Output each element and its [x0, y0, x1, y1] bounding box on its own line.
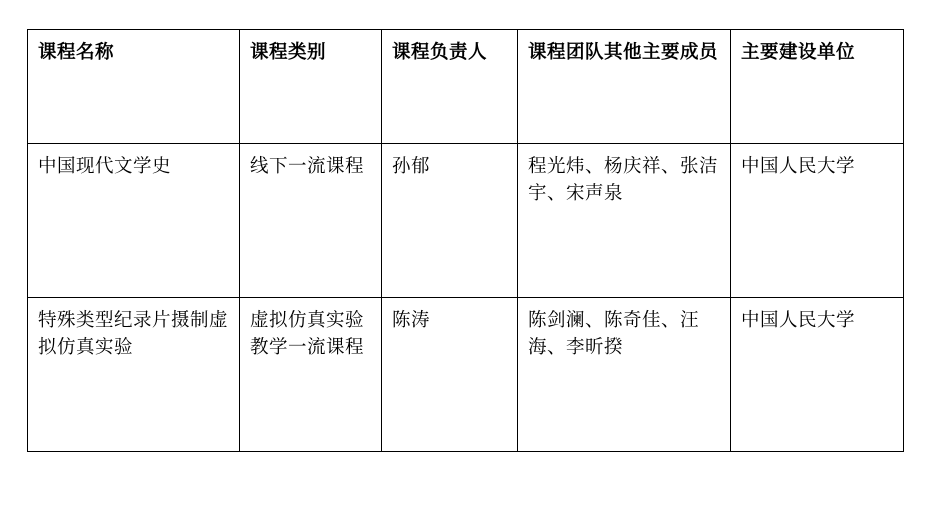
cell-main-unit — [731, 298, 904, 452]
cell-main-unit — [731, 144, 904, 298]
cell-text: 陈剑澜、陈奇佳、汪海、李昕揆 — [528, 309, 700, 357]
course-table — [27, 29, 904, 452]
column-header-text: 课程负责人 — [392, 41, 488, 62]
cell-text: 虚拟仿真实验教学一流课程 — [250, 309, 365, 357]
column-header-course-name — [28, 30, 240, 144]
table-header-row — [28, 30, 904, 144]
cell-course-name — [28, 298, 240, 452]
column-header-text: 课程类别 — [250, 41, 327, 62]
column-header-text: 主要建设单位 — [741, 41, 856, 62]
cell-text: 线下一流课程 — [250, 155, 365, 176]
cell-text: 孙郁 — [392, 155, 431, 176]
cell-course-category — [240, 144, 382, 298]
cell-text: 程光炜、杨庆祥、张洁宇、宋声泉 — [528, 155, 719, 203]
table-body — [28, 144, 904, 452]
cell-course-leader — [382, 298, 518, 452]
column-header-team-members — [518, 30, 731, 144]
cell-text: 中国人民大学 — [741, 155, 856, 176]
cell-course-name — [28, 144, 240, 298]
table-header — [28, 30, 904, 144]
cell-text: 中国现代文学史 — [38, 155, 172, 176]
cell-course-category — [240, 298, 382, 452]
table-row — [28, 298, 904, 452]
column-header-text: 课程团队其他主要成员 — [528, 41, 719, 62]
cell-text: 特殊类型纪录片摄制虚拟仿真实验 — [38, 309, 229, 357]
column-header-text: 课程名称 — [38, 41, 115, 62]
column-header-course-leader — [382, 30, 518, 144]
cell-text: 中国人民大学 — [741, 309, 856, 330]
cell-team-members — [518, 144, 731, 298]
cell-team-members — [518, 298, 731, 452]
cell-course-leader — [382, 144, 518, 298]
column-header-main-unit — [731, 30, 904, 144]
table-row — [28, 144, 904, 298]
column-header-course-category — [240, 30, 382, 144]
cell-text: 陈涛 — [392, 309, 431, 330]
